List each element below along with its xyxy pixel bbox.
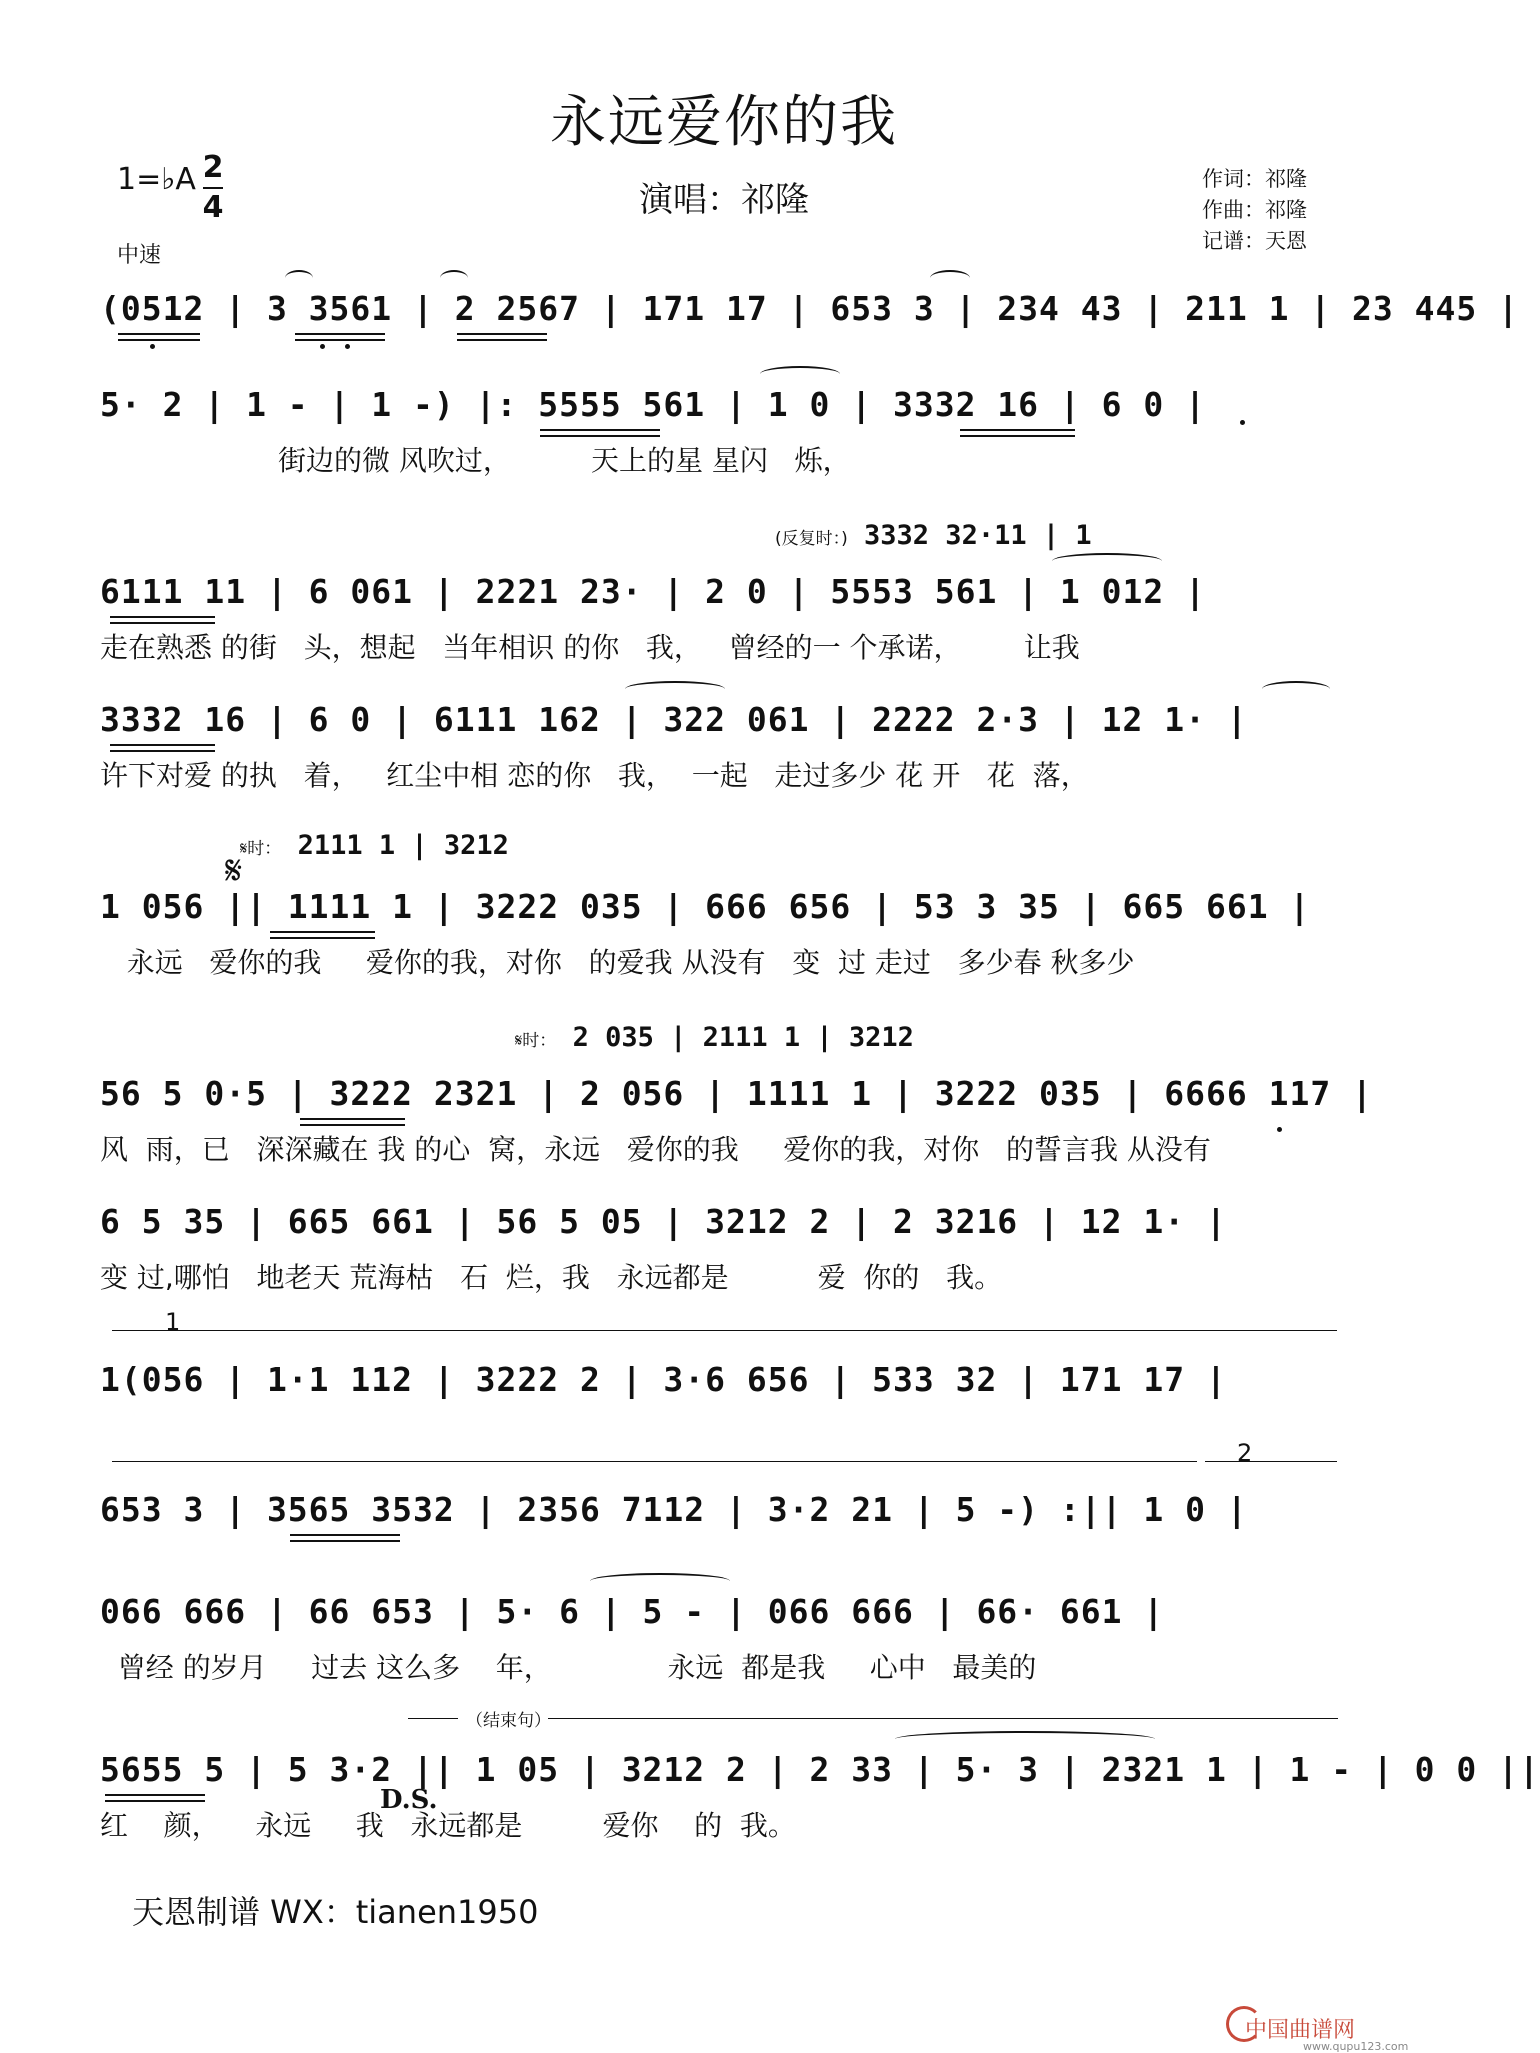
site-watermark: 中国曲谱网 xyxy=(1245,2018,1356,2043)
beam xyxy=(457,339,547,341)
lyric-line: 永远 爱你的我 爱你的我，对你 的爱我 从没有 变 过 走过 多少春 秋多少 xyxy=(100,946,1135,979)
lyric-line: 红 颜， 永远 我 永远都是 爱你 的 我。 xyxy=(100,1809,796,1842)
beam xyxy=(110,616,215,618)
octave-dot xyxy=(320,344,325,349)
beam xyxy=(540,429,660,431)
notation-line: 5655 5 | 5 3·2 || 1 05 | 3212 2 | 2 33 | 5· 3 | 2321 1 | 1 - | 0 0 || xyxy=(100,1750,1540,1789)
composer-credit: 作曲：祁隆 xyxy=(1202,198,1307,222)
tie xyxy=(590,1573,730,1589)
transcriber-credit: 记谱：天恩 xyxy=(1202,229,1307,253)
beam xyxy=(540,435,660,437)
lyric-line: 街边的微 风吹过， 天上的星 星闪 烁， xyxy=(100,444,851,477)
tempo-marking: 中速 xyxy=(117,243,162,268)
singer-credit: 演唱：祁隆 xyxy=(639,180,809,220)
credits-block xyxy=(1202,164,1307,257)
beam xyxy=(105,1800,205,1802)
repeat-alternate xyxy=(775,520,1092,551)
notation-line: 066 666 | 66 653 | 5· 6 | 5 - | 066 666 | 66· 661 | xyxy=(100,1592,1165,1631)
lyric-line: 曾经 的岁月 过去 这么多 年， 永远 都是我 心中 最美的 xyxy=(100,1651,1037,1684)
segno-icon: 𝄋 xyxy=(225,848,243,894)
beam xyxy=(960,429,1075,431)
notation-line: 6111 11 | 6 061 | 2221 23· | 2 0 | 5553 561 | 1 012 | xyxy=(100,572,1206,611)
beam xyxy=(118,333,200,335)
beam xyxy=(110,744,215,746)
site-watermark-url: www.qupu123.com xyxy=(1303,2040,1409,2053)
dal-segno-marking: D.S. xyxy=(380,1785,438,1815)
volta-1-bracket xyxy=(112,1330,1337,1331)
lyric-line: 变 过,哪怕 地老天 荒海枯 石 烂，我 永远都是 爱 你的 我。 xyxy=(100,1261,1003,1294)
beam xyxy=(295,333,385,335)
tie xyxy=(285,270,313,286)
tie xyxy=(440,270,468,286)
lyric-line: 走在熟悉 的街 头，想起 当年相识 的你 我， 曾经的一 个承诺， 让我 xyxy=(100,631,1080,664)
notation-line: 3332 16 | 6 0 | 6111 162 | 322 061 | 2222 2·3 | 12 1· | xyxy=(100,700,1248,739)
segno-alternate-1 xyxy=(240,830,509,861)
ending-label: （结束句） xyxy=(466,1711,551,1731)
time-signature-bottom: 4 xyxy=(202,190,224,225)
segno-notes: 2 035 | 2111 1 | 3212 xyxy=(572,1022,914,1053)
beam xyxy=(300,1118,405,1120)
beam xyxy=(960,435,1075,437)
beam xyxy=(110,750,215,752)
song-title: 永远爱你的我 xyxy=(550,90,898,155)
octave-dot xyxy=(345,344,350,349)
beam xyxy=(295,339,385,341)
segno-alternate-2 xyxy=(515,1022,914,1053)
octave-dot xyxy=(1240,420,1245,425)
ending-bracket-left xyxy=(408,1718,458,1719)
beam xyxy=(270,937,375,939)
segno-label: 𝄋时： xyxy=(515,1031,557,1051)
volta-2-number: 2 xyxy=(1237,1439,1253,1467)
tie xyxy=(760,366,840,382)
time-signature-top: 2 xyxy=(202,150,224,185)
volta-1-continuation xyxy=(112,1461,1197,1462)
octave-dot xyxy=(1277,1127,1282,1132)
repeat-notes: 3332 32·11 | 1 xyxy=(864,520,1092,551)
beam xyxy=(290,1534,400,1536)
notation-line: 5· 2 | 1 - | 1 -) |: 5555 561 | 1 0 | 3332 16 | 6 0 | xyxy=(100,385,1206,424)
beam xyxy=(290,1540,400,1542)
ending-bracket-right xyxy=(548,1718,1338,1719)
notation-line: 56 5 0·5 | 3222 2321 | 2 056 | 1111 1 | 3222 035 | 6666 117 | xyxy=(100,1074,1373,1113)
notation-line: 1(056 | 1·1 112 | 3222 2 | 3·6 656 | 533 32 | 171 17 | xyxy=(100,1360,1227,1399)
tie xyxy=(1262,681,1330,697)
key-signature: 1=♭A xyxy=(117,162,196,197)
beam xyxy=(110,622,215,624)
volta-2-bracket xyxy=(1205,1461,1337,1462)
tie xyxy=(930,270,970,286)
notation-line: 6 5 35 | 665 661 | 56 5 05 | 3212 2 | 2 3216 | 12 1· | xyxy=(100,1202,1227,1241)
lyricist-credit: 作词：祁隆 xyxy=(1202,167,1307,191)
segno-label: 𝄋时： xyxy=(240,839,282,859)
transcriber-footer: 天恩制谱 WX：tianen1950 xyxy=(132,1893,539,1931)
tie xyxy=(625,681,725,697)
octave-dot xyxy=(150,344,155,349)
beam xyxy=(118,339,200,341)
notation-line: 1 056 || 1111 1 | 3222 035 | 666 656 | 53 3 35 | 665 661 | xyxy=(100,887,1311,926)
beam xyxy=(457,333,547,335)
time-signature-bar xyxy=(203,187,223,189)
notation-line: 653 3 | 3565 3532 | 2356 7112 | 3·2 21 | 5 -) :|| 1 0 | xyxy=(100,1490,1248,1529)
segno-notes: 2111 1 | 3212 xyxy=(297,830,509,861)
lyric-line: 许下对爱 的执 着， 红尘中相 恋的你 我， 一起 走过多少 花 开 花 落， xyxy=(100,759,1089,792)
repeat-label: (反复时：) xyxy=(775,529,848,549)
beam xyxy=(105,1794,205,1796)
volta-1-number: 1 xyxy=(165,1308,181,1336)
tie xyxy=(895,1731,1155,1747)
beam xyxy=(300,1124,405,1126)
beam xyxy=(270,931,375,933)
notation-line: (0512 | 3 3561 | 2 2567 | 171 17 | 653 3 | 234 43 | 211 1 | 23 445 | xyxy=(100,289,1520,328)
lyric-line: 风 雨，已 深深藏在 我 的心 窝，永远 爱你的我 爱你的我，对你 的誓言我 从没有 xyxy=(100,1133,1211,1166)
tie xyxy=(1052,553,1162,569)
